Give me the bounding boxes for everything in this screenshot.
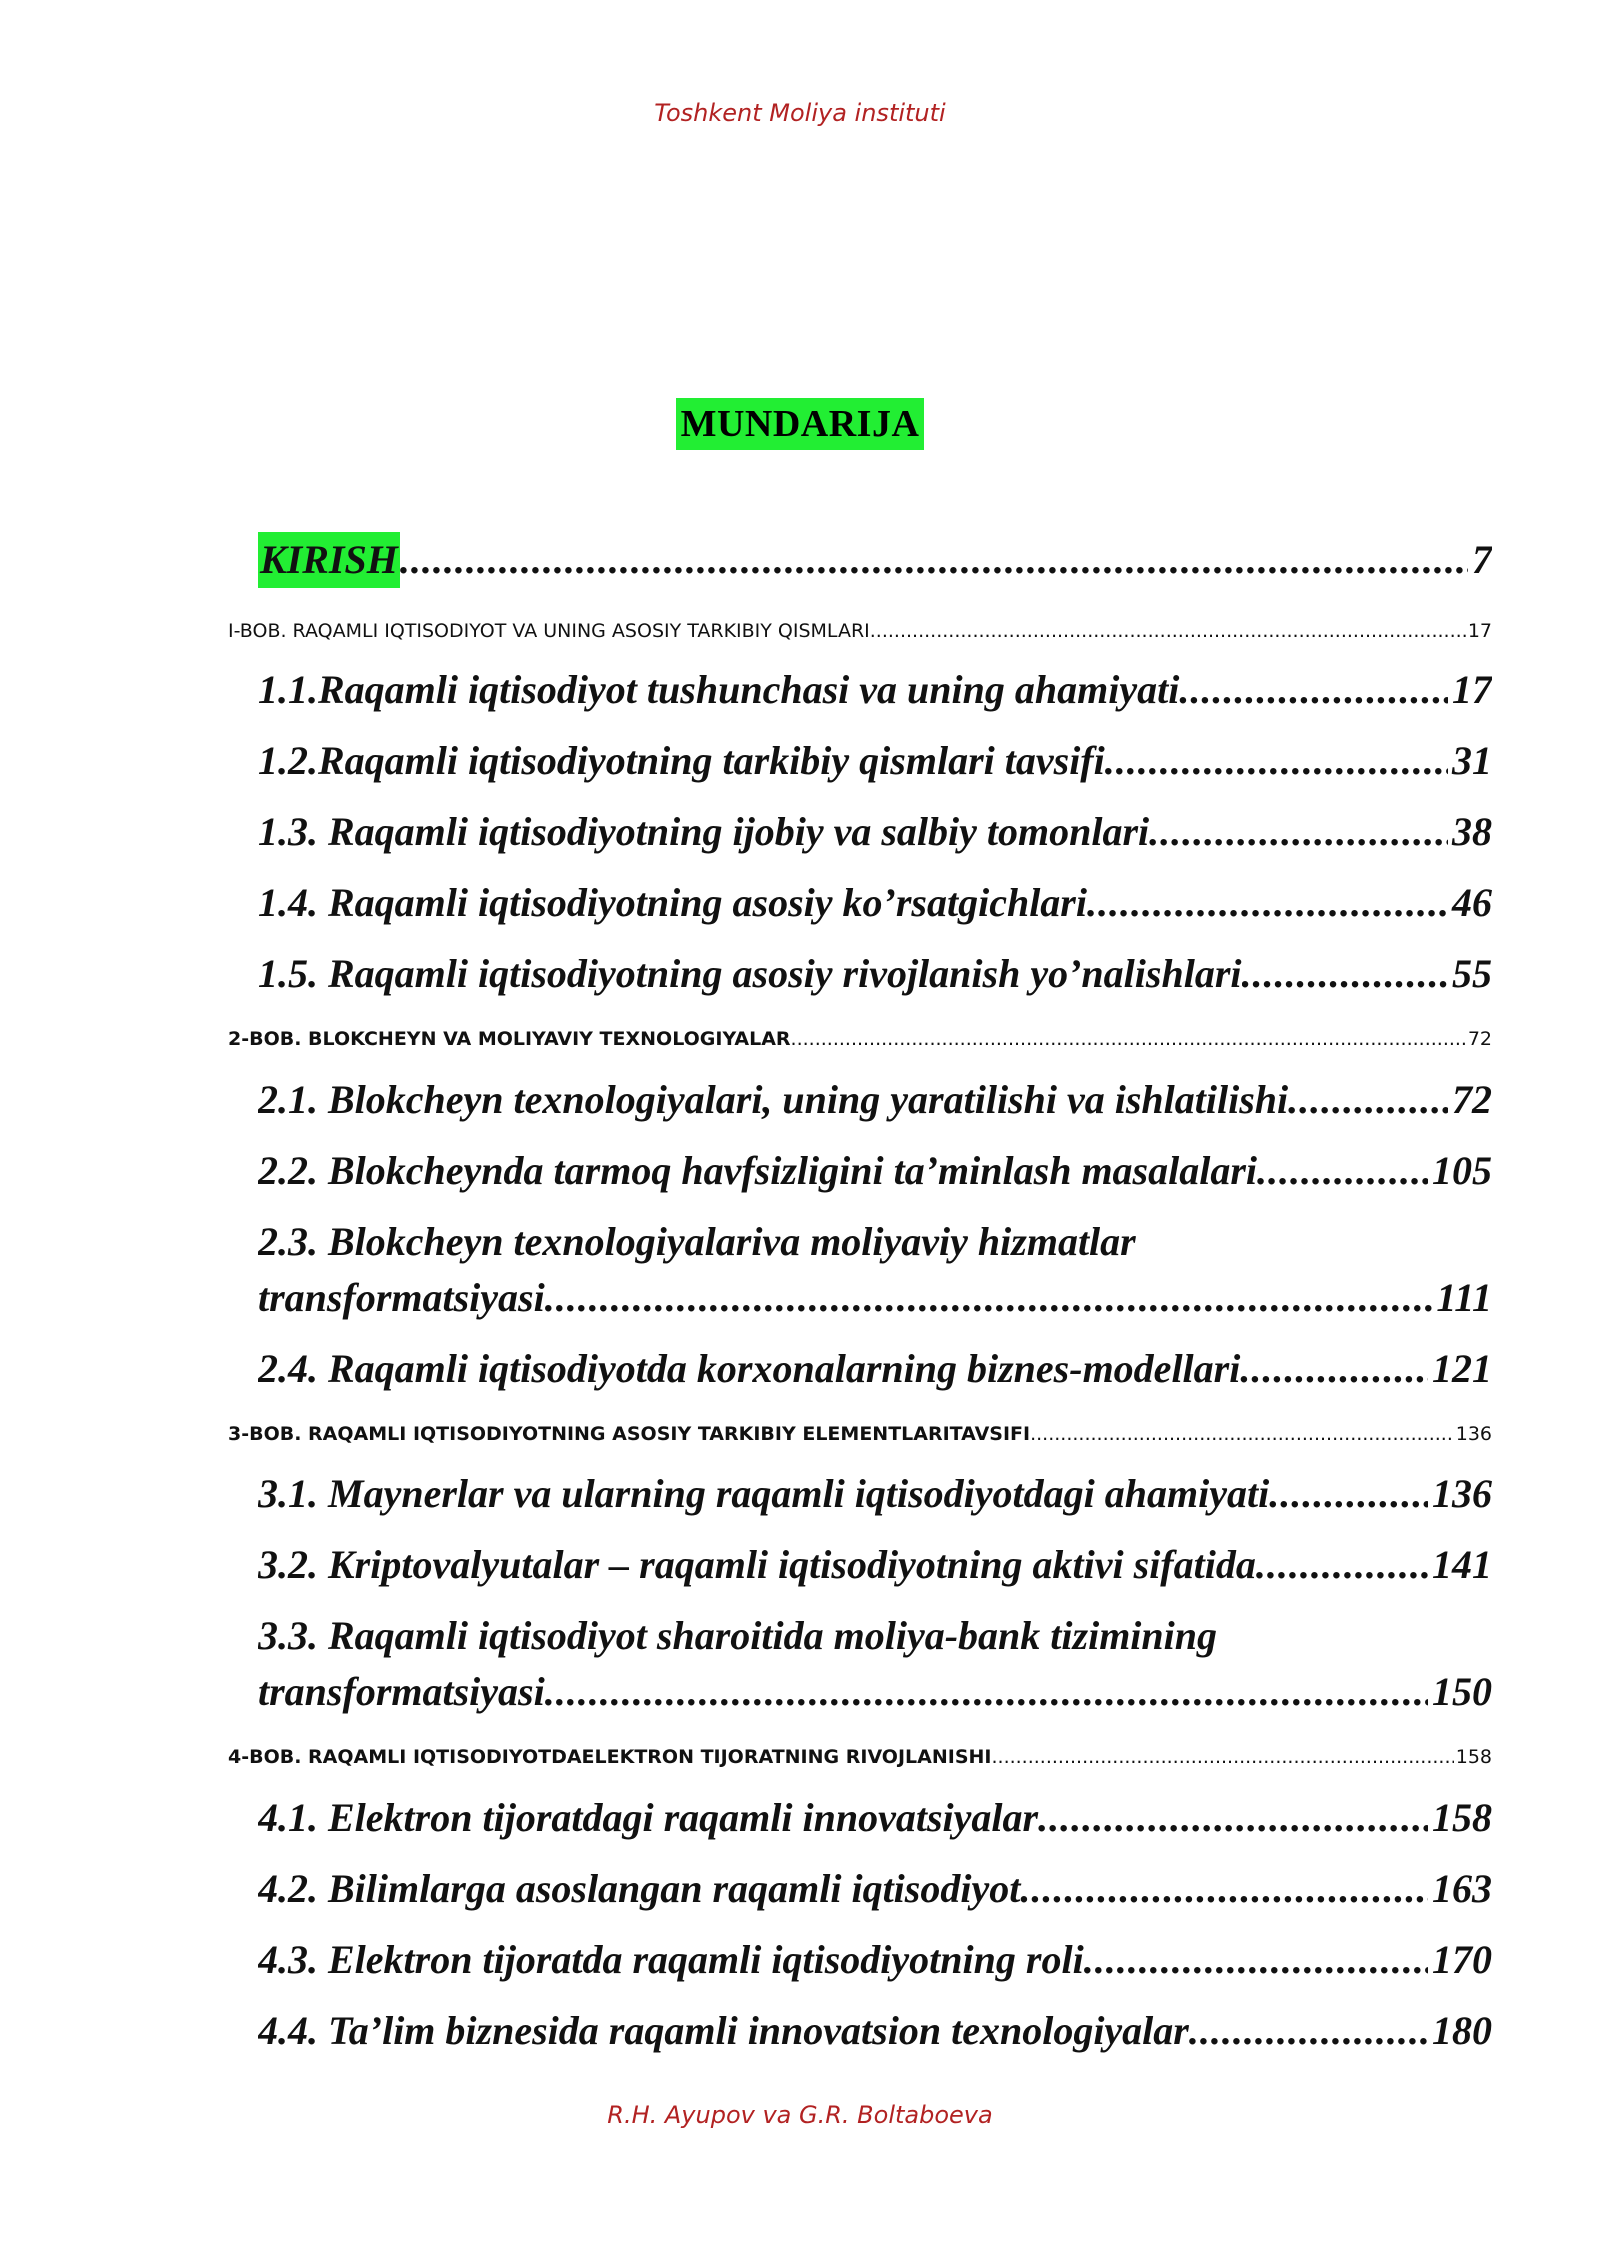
toc-chapter-1[interactable] [228, 616, 1492, 648]
toc-entry-title: 2.3. Blokcheyn texnologiyalariva moliyaviy hizmatlar [258, 1219, 1136, 1264]
toc-entry-title-line2: transformatsiyasi [258, 1669, 545, 1714]
toc-entry-page: 38 [1452, 809, 1492, 854]
page-title-text: MUNDARIJA [676, 398, 925, 450]
toc-entry-title-line2: transformatsiyasi [258, 1275, 545, 1320]
toc-entry-page: 180 [1432, 2008, 1492, 2053]
toc-entry-page: 55 [1452, 951, 1492, 996]
toc-entry-title: 4.2. Bilimlarga asoslangan raqamli iqtisodiyot [258, 1866, 1021, 1911]
toc-entry-title: 1.4. Raqamli iqtisodiyotning asosiy ko’rsatgichlari [258, 880, 1087, 925]
toc-chapter-2[interactable] [228, 1024, 1492, 1056]
running-footer: R.H. Ayupov va G.R. Boltaboeva [607, 2101, 993, 2129]
toc-entry-page: 7 [1472, 537, 1492, 582]
toc-entry-title: 2.4. Raqamli iqtisodiyotda korxonalarning biznes-modellari [258, 1346, 1241, 1391]
toc-entry-2-4[interactable] [258, 1341, 1492, 1401]
toc-entry-3-3[interactable] [258, 1608, 1492, 1724]
toc-entry-continuation [258, 1664, 1492, 1720]
toc-leader-dots [545, 1270, 1433, 1326]
toc-entry-page: 111 [1436, 1275, 1492, 1320]
toc-entry-title: 3.2. Kriptovalyutalar – raqamli iqtisodiyotning aktivi sifatida [258, 1542, 1256, 1587]
toc-entry-1-3[interactable] [258, 804, 1492, 864]
toc-entry-title: 1.5. Raqamli iqtisodiyotning asosiy rivojlanish yo’nalishlari [258, 951, 1242, 996]
toc-entry-page: 121 [1432, 1346, 1492, 1391]
toc-entry-2-3[interactable] [258, 1214, 1492, 1330]
toc-entry-title: 2.1. Blokcheyn texnologiyalari, uning yaratilishi va ishlatilishi [258, 1077, 1289, 1122]
toc-chapter-3[interactable] [228, 1419, 1492, 1451]
toc-chapter-title: 4-BOB. RAQAMLI IQTISODIYOTDAELEKTRON TIJORATNING RIVOJLANISHI [228, 1746, 992, 1768]
toc-entry-3-2[interactable] [258, 1537, 1492, 1597]
toc-leader-dots [400, 532, 1468, 588]
toc-leader-dots [545, 1664, 1428, 1720]
toc-leader-dots [991, 1742, 1453, 1772]
toc-entry-page: 170 [1432, 1937, 1492, 1982]
toc-entry-2-1[interactable] [258, 1072, 1492, 1132]
toc-chapter-title: 2-BOB. BLOKCHEYN VA MOLIYAVIY TEXNOLOGIYALAR [228, 1028, 791, 1050]
toc-chapter-title: I-BOB. RAQAMLI IQTISODIYOT VA UNING ASOSIY TARKIBIY QISMLARI [228, 620, 870, 642]
toc-entry-title: 1.1.Raqamli iqtisodiyot tushunchasi va uning ahamiyati [258, 667, 1180, 712]
toc-entry-title: 4.4. Ta’lim biznesida raqamli innovatsion texnologiyalar [258, 2008, 1189, 2053]
toc-chapter-page: 72 [1467, 1028, 1492, 1050]
toc-entry-page: 150 [1432, 1669, 1492, 1714]
toc-leader-dots [1105, 733, 1448, 789]
toc-leader-dots [1038, 1790, 1428, 1846]
toc-entry-4-3[interactable] [258, 1932, 1492, 1992]
toc-entry-page: 105 [1432, 1148, 1492, 1193]
toc-leader-dots [1256, 1537, 1428, 1593]
toc-leader-dots [1189, 2003, 1428, 2059]
toc-leader-dots [1242, 946, 1449, 1002]
toc-chapter-page: 158 [1455, 1746, 1492, 1768]
toc-leader-dots [1257, 1143, 1428, 1199]
toc-entry-page: 158 [1432, 1795, 1492, 1840]
toc-entry-title: KIRISH [258, 532, 400, 588]
toc-entry-page: 72 [1452, 1077, 1492, 1122]
toc-leader-dots [1149, 804, 1448, 860]
toc-entry-1-4[interactable] [258, 875, 1492, 935]
toc-entry-title: 3.1. Maynerlar va ularning raqamli iqtisodiyotdagi ahamiyati [258, 1471, 1270, 1516]
toc-entry-page: 163 [1432, 1866, 1492, 1911]
running-header: Toshkent Moliya instituti [654, 99, 946, 127]
toc-entry-title: 2.2. Blokcheynda tarmoq havfsizligini ta’minlash masalalari [258, 1148, 1258, 1193]
toc-entry-2-2[interactable] [258, 1143, 1492, 1203]
toc-entry-title: 4.3. Elektron tijoratda raqamli iqtisodiyotning roli [258, 1937, 1084, 1982]
toc-leader-dots [1087, 875, 1448, 931]
toc-leader-dots [1179, 662, 1448, 718]
toc-entry-4-2[interactable] [258, 1861, 1492, 1921]
toc-entry-title: 1.2.Raqamli iqtisodiyotning tarkibiy qismlari tavsifi [258, 738, 1105, 783]
toc-leader-dots [1240, 1341, 1428, 1397]
toc-entry-title: 4.1. Elektron tijoratdagi raqamli innovatsiyalar [258, 1795, 1039, 1840]
toc-leader-dots [1020, 1861, 1428, 1917]
toc-entry-4-1[interactable] [258, 1790, 1492, 1850]
toc-entry-3-1[interactable] [258, 1466, 1492, 1526]
toc-leader-dots [1269, 1466, 1428, 1522]
toc-entry-page: 17 [1452, 667, 1492, 712]
toc-leader-dots [1030, 1419, 1454, 1449]
toc-entry-page: 46 [1452, 880, 1492, 925]
toc-entry-kirish[interactable] [258, 532, 1492, 592]
toc-leader-dots [1288, 1072, 1448, 1128]
toc-entry-page: 141 [1432, 1542, 1492, 1587]
toc-chapter-page: 136 [1455, 1423, 1492, 1445]
toc-leader-dots [791, 1024, 1466, 1054]
toc-leader-dots [1084, 1932, 1428, 1988]
toc-entry-title: 3.3. Raqamli iqtisodiyot sharoitida moliya-bank tizimining [258, 1613, 1218, 1658]
toc-chapter-4[interactable] [228, 1742, 1492, 1774]
toc-entry-1-5[interactable] [258, 946, 1492, 1006]
toc-entry-continuation [258, 1270, 1492, 1326]
toc-entry-4-4[interactable] [258, 2003, 1492, 2063]
toc-leader-dots [870, 616, 1466, 646]
toc-entry-title: 1.3. Raqamli iqtisodiyotning ijobiy va salbiy tomonlari [258, 809, 1150, 854]
toc-entry-page: 136 [1432, 1471, 1492, 1516]
toc-entry-1-1[interactable] [258, 662, 1492, 722]
toc-chapter-title: 3-BOB. RAQAMLI IQTISODIYOTNING ASOSIY TARKIBIY ELEMENTLARITAVSIFI [228, 1423, 1031, 1445]
toc-entry-page: 31 [1452, 738, 1492, 783]
toc-chapter-page: 17 [1467, 620, 1492, 642]
toc-entry-1-2[interactable] [258, 733, 1492, 793]
